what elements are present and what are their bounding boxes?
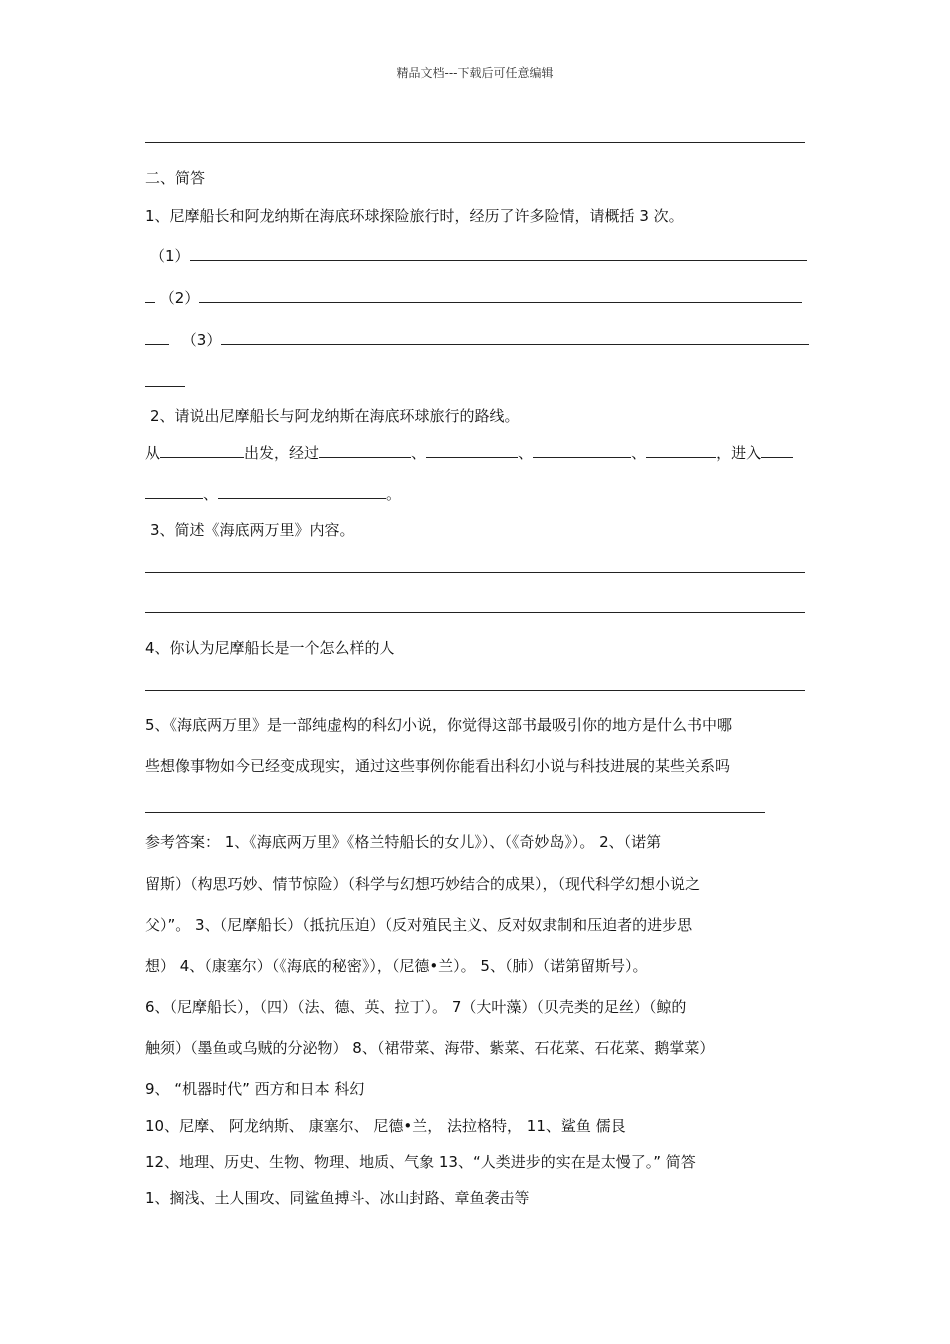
answer-line-2: 留斯）（构思巧妙、情节惊险）（科学与幻想巧妙结合的成果），（现代科学幻想小说之 bbox=[145, 875, 701, 893]
answer-line bbox=[145, 690, 805, 691]
question-3: 3、简述《海底两万里》内容。 bbox=[150, 521, 355, 539]
answer-line bbox=[145, 612, 805, 613]
blank-label: （3） bbox=[181, 331, 222, 349]
fill-blank[interactable] bbox=[218, 484, 386, 499]
fill-blank[interactable] bbox=[646, 443, 716, 458]
answer-line-3: 父）”。 3、（尼摩船长）（抵抗压迫）（反对殖民主义、反对奴隶制和压迫者的进步思 bbox=[145, 916, 693, 934]
answer-line-7: 9、 “机器时代” 西方和日本 科幻 bbox=[145, 1080, 365, 1098]
answer-line bbox=[145, 572, 805, 573]
answer-line-10: 1、搁浅、土人围攻、同鲨鱼搏斗、冰山封路、章鱼袭击等 bbox=[145, 1189, 530, 1207]
question-1: 1、尼摩船长和阿龙纳斯在海底环球探险旅行时，经历了许多险情，请概括 3 次。 bbox=[145, 207, 684, 225]
blank-label: （1） bbox=[150, 247, 190, 265]
q2-route-line-2 bbox=[145, 484, 401, 504]
q2-route-line bbox=[145, 443, 793, 463]
route-text: 、 bbox=[411, 444, 427, 462]
route-text: 、 bbox=[518, 444, 534, 462]
fill-blank[interactable] bbox=[145, 484, 203, 499]
fill-blank[interactable] bbox=[160, 443, 244, 458]
question-4: 4、你认为尼摩船长是一个怎么样的人 bbox=[145, 639, 395, 657]
answer-line bbox=[145, 812, 765, 813]
fill-blank[interactable] bbox=[190, 246, 807, 261]
fill-blank[interactable] bbox=[145, 330, 169, 345]
answer-line bbox=[145, 142, 805, 143]
fill-blank[interactable] bbox=[221, 330, 809, 345]
fill-blank[interactable] bbox=[319, 443, 411, 458]
answer-line-1: 参考答案： 1、《海底两万里》《格兰特船长的女儿》）、（《奇妙岛》）。 2、（诺第 bbox=[145, 833, 662, 851]
fill-blank[interactable] bbox=[145, 288, 155, 303]
fill-blank[interactable] bbox=[199, 288, 802, 303]
blank-label: （2） bbox=[159, 289, 200, 307]
answer-line-9: 12、地理、历史、生物、物理、地质、气象 13、“人类进步的实在是太慢了。” 简答 bbox=[145, 1153, 696, 1171]
question-5-line-2: 些想像事物如今已经变成现实，通过这些事例你能看出科幻小说与科技进展的某些关系吗 bbox=[145, 757, 731, 775]
q1-blank-2 bbox=[145, 288, 802, 308]
route-text: 、 bbox=[631, 444, 647, 462]
fill-blank[interactable] bbox=[426, 443, 518, 458]
answer-line bbox=[145, 386, 185, 387]
answer-line-8: 10、尼摩、 阿龙纳斯、 康塞尔、 尼德•兰， 法拉格特， 11、鲨鱼 儒艮 bbox=[145, 1117, 626, 1135]
route-text: 从 bbox=[145, 444, 161, 462]
route-text: 出发，经过 bbox=[244, 444, 320, 462]
section-title: 二、简答 bbox=[145, 169, 206, 187]
route-text: 。 bbox=[386, 485, 402, 503]
q1-blank-1 bbox=[150, 246, 807, 266]
question-5-line-1: 5、《海底两万里》是一部纯虚构的科幻小说，你觉得这部书最吸引你的地方是什么书中哪 bbox=[145, 716, 733, 734]
fill-blank[interactable] bbox=[761, 443, 793, 458]
question-2: 2、请说出尼摩船长与阿龙纳斯在海底环球旅行的路线。 bbox=[150, 407, 520, 425]
answer-line-4: 想） 4、（康塞尔）（《海底的秘密》），（尼德•兰）。 5、（肺）（诺第留斯号）。 bbox=[145, 957, 648, 975]
page-header: 精品文档---下载后可任意编辑 bbox=[396, 66, 554, 80]
answer-line-5: 6、（尼摩船长），（四）（法、德、英、拉丁）。 7（大叶藻）（贝壳类的足丝）（鲸的 bbox=[145, 998, 687, 1016]
route-text: 、 bbox=[203, 485, 219, 503]
route-text: ，进入 bbox=[716, 444, 762, 462]
answer-line-6: 触须）（墨鱼或乌贼的分泌物） 8、（裙带菜、海带、紫菜、石花菜、石花菜、鹅掌菜） bbox=[145, 1039, 715, 1057]
q1-blank-3 bbox=[145, 330, 809, 350]
fill-blank[interactable] bbox=[533, 443, 631, 458]
